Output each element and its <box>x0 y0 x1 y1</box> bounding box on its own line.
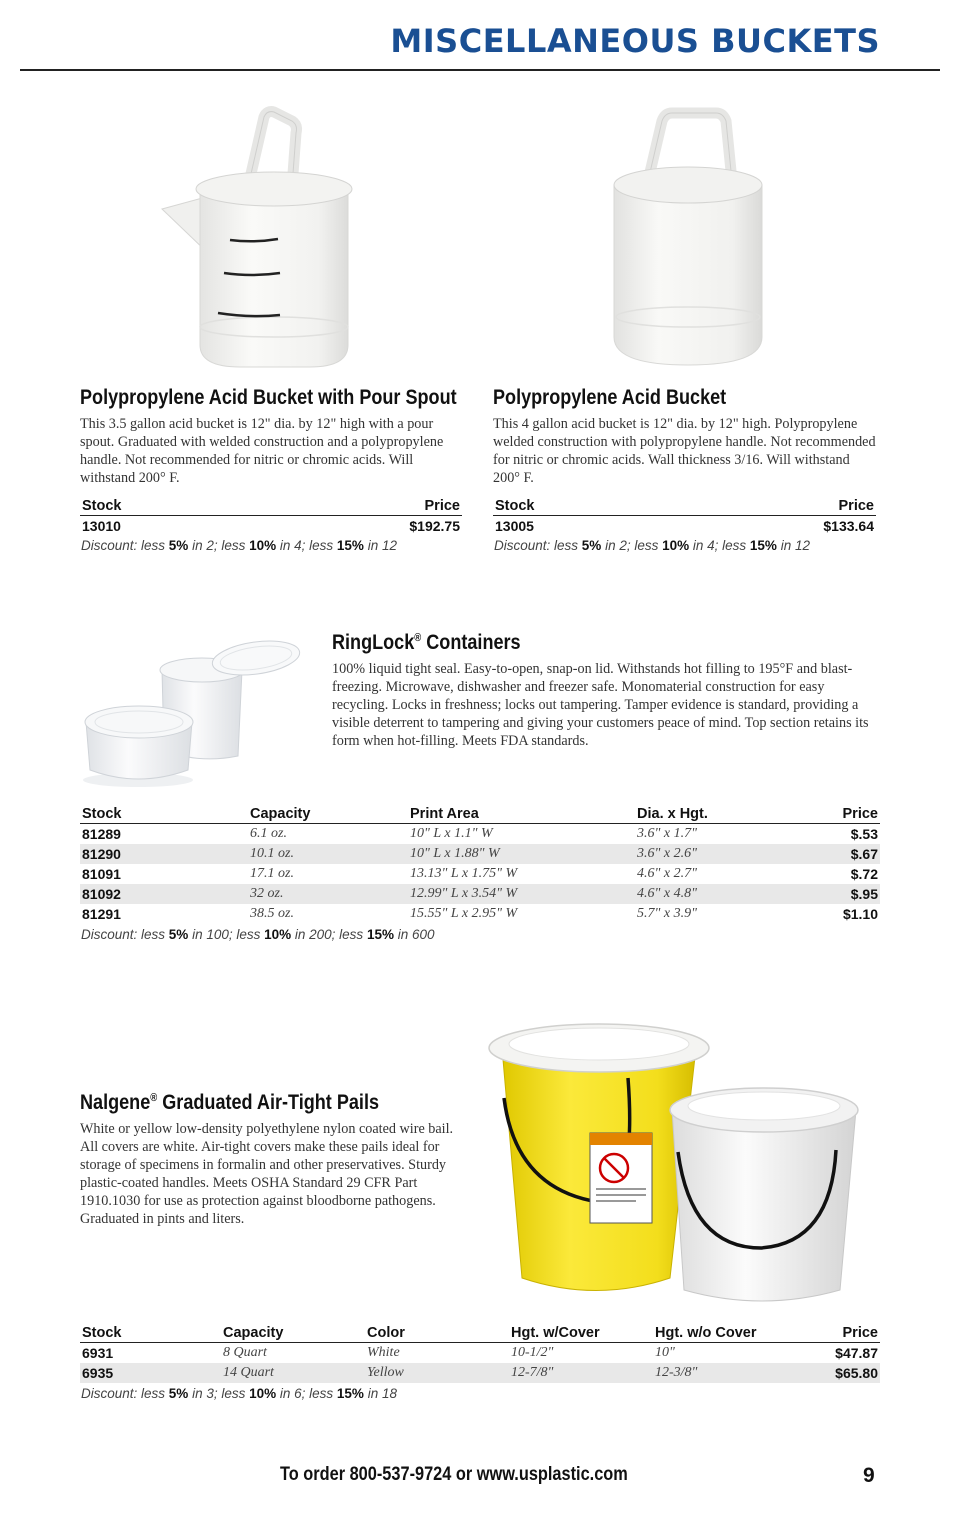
price-header: Price <box>797 1321 880 1343</box>
product-title-nalgene: Nalgene® Graduated Air-Tight Pails <box>80 1091 380 1114</box>
price-table-nalgene <box>80 1321 880 1383</box>
table-row <box>80 1343 880 1364</box>
stock-cell: 81289 <box>82 826 121 842</box>
table-row <box>80 844 880 864</box>
stock-header: Stock <box>80 1321 221 1343</box>
price-cell: $.53 <box>850 826 878 842</box>
product-title-acid-bucket: Polypropylene Acid Bucket <box>493 386 727 409</box>
discount-note-acid-bucket: Discount: less 5% in 2; less 10% in 4; less 15% in 12 <box>494 538 810 553</box>
price-cell: $65.80 <box>797 1363 880 1383</box>
table-row <box>80 1363 880 1383</box>
discount-note-acid-bucket-spout: Discount: less 5% in 2; less 10% in 4; less 15% in 12 <box>81 538 397 553</box>
print-area-cell: 13.13" L x 1.75" W <box>410 866 518 881</box>
discount-note-nalgene: Discount: less 5% in 3; less 10% in 6; less 15% in 18 <box>81 1386 397 1401</box>
nalgene-pails-image <box>486 1018 876 1318</box>
capacity-cell: 32 oz. <box>248 884 408 904</box>
price-cell: $47.87 <box>835 1345 878 1361</box>
table-row <box>80 904 880 924</box>
table-row <box>80 516 462 537</box>
stock-cell: 6935 <box>80 1363 221 1383</box>
ringlock-containers-image <box>78 630 308 790</box>
price-cell: $192.75 <box>409 518 460 534</box>
stock-header: Stock <box>493 494 663 516</box>
table-row <box>80 824 880 845</box>
stock-cell: 81291 <box>82 906 121 922</box>
height-with-cover-cell: 12-7/8" <box>509 1363 653 1383</box>
print-area-cell: 10" L x 1.88" W <box>408 844 635 864</box>
price-cell: $133.64 <box>823 518 874 534</box>
capacity-cell: 10.1 oz. <box>248 844 408 864</box>
price-header: Price <box>663 494 876 516</box>
print-area-cell: 15.55" L x 2.95" W <box>410 906 518 921</box>
price-cell: $.95 <box>785 884 880 904</box>
print-area-cell: 12.99" L x 3.54" W <box>408 884 635 904</box>
product-description-acid-bucket-spout: This 3.5 gallon acid bucket is 12" dia. by 12" high with a pour spout. Graduated with welded construction and a polypropylene handle. Not recommended for nitric or chromic acids. Will withstand 200° F. <box>80 416 444 486</box>
stock-cell: 81290 <box>80 844 248 864</box>
page-title: MISCELLANEOUS BUCKETS <box>390 22 880 60</box>
price-header: Price <box>785 802 880 824</box>
table-row <box>80 864 880 884</box>
price-cell: $.67 <box>785 844 880 864</box>
stock-cell: 6931 <box>82 1345 114 1361</box>
stock-cell: 13010 <box>82 518 121 534</box>
price-table-acid-bucket-spout <box>80 494 462 536</box>
capacity-header: Capacity <box>221 1321 365 1343</box>
stock-header: Stock <box>80 494 249 516</box>
height-without-cover-cell: 10" <box>655 1345 675 1360</box>
color-cell: Yellow <box>365 1363 509 1383</box>
dia-hgt-header: Dia. x Hgt. <box>635 802 785 824</box>
stock-header: Stock <box>80 802 248 824</box>
discount-note-ringlock: Discount: less 5% in 100; less 10% in 200; less 15% in 600 <box>81 927 435 942</box>
page-number: 9 <box>863 1464 875 1487</box>
price-table-ringlock <box>80 802 880 924</box>
height-with-cover-cell: 10-1/2" <box>511 1345 554 1360</box>
capacity-cell: 17.1 oz. <box>250 866 294 881</box>
price-table-acid-bucket <box>493 494 876 536</box>
color-cell: White <box>367 1345 400 1360</box>
dia-hgt-cell: 5.7" x 3.9" <box>637 906 697 921</box>
product-description-ringlock: 100% liquid tight seal. Easy-to-open, snap-on lid. Withstands hot filling to 195°F and blast-freezing. Microwave, dishwasher and freezer safe. Monomaterial construction for easy recycling. Locks in freshness; locks out tampering. Tamper evidence is standard, providing a visible deterrent to tampering and giving your customers peace of mind. Top section retains its form when hot-filling. Meets FDA standards. <box>332 661 869 749</box>
stock-cell: 81092 <box>80 884 248 904</box>
print-area-cell: 10" L x 1.1" W <box>410 826 493 841</box>
dia-hgt-cell: 3.6" x 2.6" <box>635 844 785 864</box>
height-without-cover-cell: 12-3/8" <box>653 1363 797 1383</box>
acid-bucket-with-spout-image <box>150 105 380 375</box>
acid-bucket-image <box>600 105 780 375</box>
price-cell: $1.10 <box>842 906 878 922</box>
stock-cell: 13005 <box>495 518 534 534</box>
stock-cell: 81091 <box>82 866 121 882</box>
product-title-ringlock: RingLock® Containers <box>332 631 521 654</box>
print-area-header: Print Area <box>408 802 635 824</box>
capacity-cell: 6.1 oz. <box>250 826 287 841</box>
capacity-cell: 14 Quart <box>221 1363 365 1383</box>
dia-hgt-cell: 4.6" x 4.8" <box>635 884 785 904</box>
footer-order-info: To order 800-537-9724 or www.usplastic.com <box>280 1464 628 1485</box>
capacity-cell: 38.5 oz. <box>250 906 294 921</box>
product-description-acid-bucket: This 4 gallon acid bucket is 12" dia. by 12" high. Polypropylene welded construction with polypropylene handle. Not recommended for nitric or chromic acids. Wall thickness 3/16. Will withstand 200° F. <box>493 416 876 486</box>
capacity-header: Capacity <box>248 802 408 824</box>
price-header: Price <box>249 494 462 516</box>
dia-hgt-cell: 4.6" x 2.7" <box>637 866 697 881</box>
color-header: Color <box>365 1321 509 1343</box>
capacity-cell: 8 Quart <box>223 1345 267 1360</box>
price-cell: $.72 <box>850 866 878 882</box>
dia-hgt-cell: 3.6" x 1.7" <box>637 826 697 841</box>
product-title-acid-bucket-spout: Polypropylene Acid Bucket with Pour Spout <box>80 386 457 409</box>
product-description-nalgene: White or yellow low-density polyethylene nylon coated wire bail. All covers are white. Air-tight covers make these pails ideal for storage of specimens in formalin and other preservatives. Sturdy plastic-coated handles. Meets OSHA Standard 29 CFR Part 1910.1030 for use as protection against bloodborne pathogens. Graduated in pints and liters. <box>80 1121 454 1227</box>
table-row <box>80 884 880 904</box>
header-divider <box>20 69 940 71</box>
height-without-cover-header: Hgt. w/o Cover <box>653 1321 797 1343</box>
height-with-cover-header: Hgt. w/Cover <box>509 1321 653 1343</box>
table-row <box>493 516 876 537</box>
